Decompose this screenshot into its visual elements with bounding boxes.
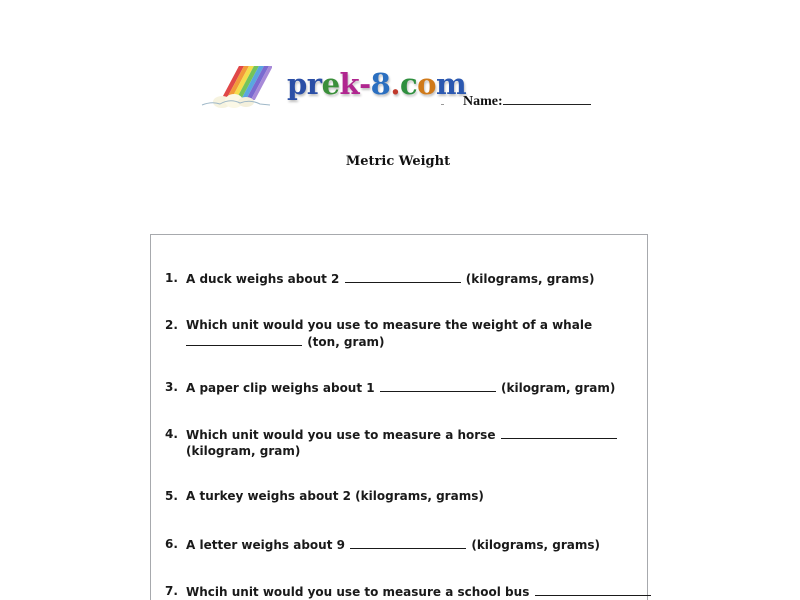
answer-blank[interactable] [535,583,651,596]
logo-letter: r [306,67,322,101]
question-text-line1: A turkey weighs about 2 (kilograms, grams) [186,489,484,503]
question-text [186,583,652,600]
name-blank-line[interactable] [503,92,591,105]
question-options: (kilograms, grams) [465,272,595,286]
site-logo [287,66,466,102]
logo-letter: c [399,67,418,101]
question-text-before: A letter weighs about 9 [186,538,345,552]
question-options: (ton, gram) [307,335,385,349]
question-text-before: Whcih unit would you use to measure a school bus [186,585,530,599]
logo-letter: . [390,67,400,101]
question-number: 6. [165,537,178,551]
question-options: (kilogram, gram) [186,444,301,458]
question-text [186,270,594,287]
logo-underline-mark [441,104,444,105]
question-number: 1. [165,271,178,285]
question-number: 3. [165,380,178,394]
logo-letter: m [435,67,467,101]
question-text-before: A paper clip weighs about 1 [186,381,375,395]
logo-letter: e [321,67,340,101]
logo-letter: o [417,67,436,101]
question-text [186,488,484,504]
question-text-before: Which unit would you use to measure a horse [186,428,496,442]
answer-blank[interactable] [350,536,466,549]
name-label: Name: [463,94,503,109]
question-text [186,317,592,350]
question-text [186,536,600,553]
question-text-line1: Which unit would you use to measure the weight of a whale [186,318,593,332]
logo-letter: 8 [370,67,391,101]
rainbow-cloud-icon [200,64,272,108]
question-text-before: A duck weighs about 2 [186,272,340,286]
answer-blank[interactable] [186,333,302,346]
question-number: 7. [165,584,178,598]
question-number: 5. [165,489,178,503]
name-field [463,92,591,110]
question-number: 2. [165,318,178,332]
question-text [186,379,615,396]
logo-letter: p [287,67,307,101]
logo-letter: k [339,67,360,101]
question-number: 4. [165,427,178,441]
question-options: (kilogram, gram) [501,381,616,395]
logo-letter: - [359,67,371,101]
answer-blank[interactable] [380,379,496,392]
worksheet-header [0,0,800,120]
page-title: Metric Weight [345,154,451,169]
answer-blank[interactable] [501,426,617,439]
answer-blank[interactable] [345,270,461,283]
question-options: (kilograms, grams) [471,538,600,552]
question-text [186,426,618,459]
